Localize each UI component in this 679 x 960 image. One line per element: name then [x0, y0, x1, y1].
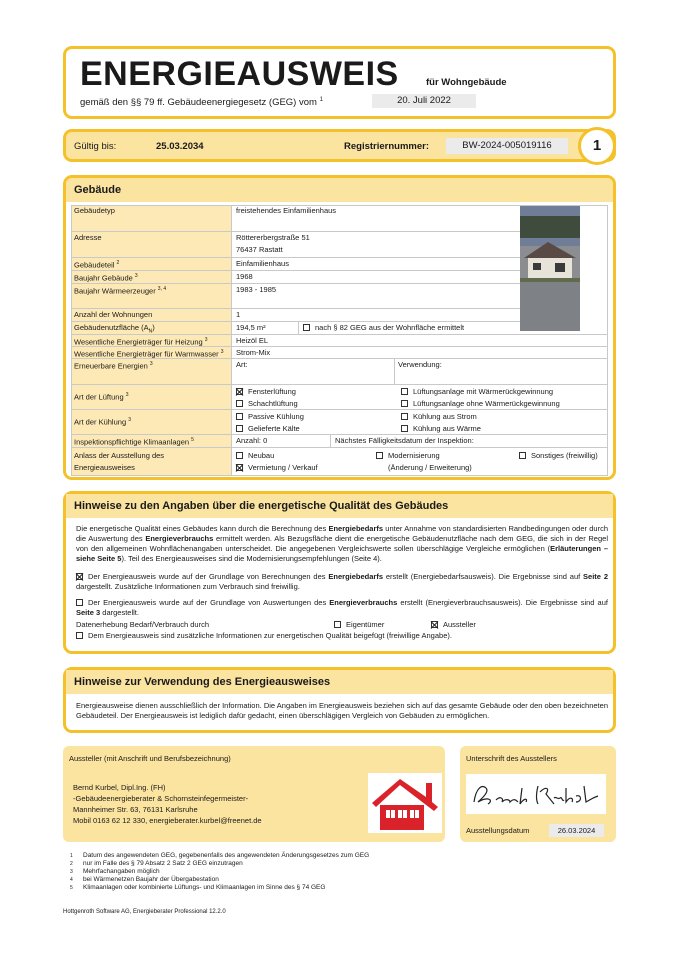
- vent-norecovery-option: [401, 399, 560, 408]
- units-value: 1: [236, 310, 241, 319]
- cool-heat-option: [401, 424, 481, 433]
- heater-year-label: [71, 284, 232, 308]
- building-photo: [520, 206, 580, 331]
- checkbox-icon[interactable]: [334, 621, 341, 628]
- renewable-cell: [232, 359, 608, 384]
- address-value: [232, 232, 520, 257]
- heat-carrier-label-text: Wesentliche Energieträger für Heizung: [74, 337, 203, 347]
- reason-modern-option: [376, 451, 440, 460]
- checkbox-checked-icon[interactable]: [236, 388, 243, 395]
- vent-norecovery-label: Lüftungsanlage ohne Wärmerückgewinnung: [413, 399, 560, 408]
- ac-count: Anzahl: 0: [236, 436, 268, 445]
- usage-notes-heading: Hinweise zur Verwendung des Energieausweises: [66, 670, 613, 694]
- footnote-ref: 3: [204, 337, 208, 343]
- survey-label: Datenerhebung Bedarf/Verbrauch durch: [76, 620, 210, 629]
- cool-passive-label: Passive Kühlung: [248, 412, 304, 421]
- extra-info-label: Dem Energieausweis sind zusätzliche Informationen zur energetischen Qualität beigefügt (freiwillige Angabe).: [88, 631, 452, 640]
- text-run: Der Energieausweis wurde auf der Grundlage von Auswertungen des: [88, 598, 330, 607]
- checkbox-icon[interactable]: [401, 388, 408, 395]
- renewable-use: Verwendung:: [398, 360, 442, 369]
- reason-other-option: [519, 451, 598, 460]
- year-value: 1968: [236, 272, 253, 281]
- ac-next-inspection: Nächstes Fälligkeitsdatum der Inspektion:: [335, 436, 474, 445]
- usage-notes-section: [63, 667, 616, 733]
- table-row: [71, 448, 608, 476]
- heater-year-value: 1983 - 1985: [236, 285, 277, 294]
- table-row: [71, 359, 608, 385]
- table-row: [71, 258, 520, 271]
- reason-new-label: Neubau: [248, 451, 275, 460]
- issuer-address: Mannheimer Str. 63, 76131 Karlsruhe: [73, 805, 198, 814]
- year-label: [71, 271, 232, 283]
- signature-icon: [466, 774, 606, 814]
- cooling-label: [71, 410, 232, 434]
- reason-other-label: Sonstiges (freiwillig): [531, 451, 598, 460]
- table-row: [71, 309, 520, 322]
- checkbox-checked-icon[interactable]: [236, 464, 243, 471]
- quality-notes-text: [76, 524, 608, 564]
- cooling-label-text: Art der Kühlung: [74, 417, 127, 427]
- reason-options: [232, 448, 608, 476]
- text-run: Die energetische Qualität eines Gebäudes kann durch die Berechnung des: [76, 524, 329, 533]
- cool-power-label: Kühlung aus Strom: [413, 412, 477, 421]
- footnote-text: Mehrfachangaben möglich: [83, 868, 160, 875]
- cool-delivered-option: [236, 424, 300, 433]
- ventilation-options: [232, 385, 608, 409]
- reason-rent-option: [236, 463, 318, 472]
- signature-label: Unterschrift des Ausstellers: [466, 754, 557, 763]
- heat-carrier-value: Heizöl EL: [236, 336, 269, 345]
- water-carrier-label-text: Wesentliche Energieträger für Warmwasser: [74, 349, 219, 359]
- text-run-bold: Seite 3: [76, 608, 101, 617]
- area-option-label: nach § 82 GEG aus der Wohnfläche ermittelt: [315, 323, 465, 332]
- vent-window-option: [236, 387, 296, 396]
- footnote-ref: 2: [116, 260, 120, 266]
- issuer-label: Aussteller (mit Anschrift und Berufsbezeichnung): [69, 754, 231, 763]
- checkbox-icon[interactable]: [401, 413, 408, 420]
- extra-info-option: [76, 631, 608, 641]
- software-credit: Hottgenroth Software AG, Energieberater Professional 12.2.0: [63, 909, 226, 915]
- house-photo-icon: [520, 206, 580, 331]
- footnote-text: Datum des angewendeten GEG, gegebenenfalls des angewendeten Änderungsgesetzes zum GEG: [83, 852, 370, 859]
- cooling-options: [232, 410, 608, 434]
- usage-notes-text: Energieausweise dienen ausschließlich der Information. Die Angaben im Energieausweis beziehen sich auf das gesamte Gebäude oder den oben bezeichneten Gebäudeteil. Der Energieausweis ist lediglich dafür gedacht, einen überschlägigen Vergleich von Gebäuden zu ermöglichen.: [76, 701, 608, 720]
- signature-field: [466, 774, 606, 814]
- footnote-ref: 3: [128, 417, 131, 423]
- cool-passive-option: [236, 412, 304, 421]
- registration-number: BW-2024-005019116: [446, 138, 568, 154]
- text-run: dargestellt.: [100, 608, 139, 617]
- type-value: freistehendes Einfamilienhaus: [236, 206, 337, 215]
- checkbox-icon[interactable]: [519, 452, 526, 459]
- survey-issuer-label: Aussteller: [443, 620, 476, 629]
- ac-cell: [232, 435, 608, 447]
- footnote-ref: 3: [149, 361, 153, 367]
- issuer-role: -Gebäudeenergieberater & Schornsteinfegermeister-: [73, 794, 249, 803]
- checkbox-icon[interactable]: [236, 452, 243, 459]
- ventilation-label: [71, 385, 232, 409]
- area-label: [71, 322, 232, 334]
- reason-label: [71, 448, 232, 476]
- survey-owner-option: [334, 620, 384, 630]
- reason-new-option: [236, 451, 274, 460]
- footnote-number: 3: [70, 869, 73, 875]
- validity-bar: [63, 129, 616, 162]
- house-logo-icon: [368, 773, 442, 833]
- law-footnote: 1: [319, 97, 323, 103]
- table-row: [71, 335, 608, 347]
- table-row: [71, 385, 608, 410]
- part-value: Einfamilienhaus: [236, 259, 289, 268]
- checkbox-checked-icon[interactable]: [431, 621, 438, 628]
- law-reference: [80, 97, 323, 108]
- footnote-ref: 3: [134, 273, 138, 279]
- document-title: ENERGIEAUSWEIS: [80, 55, 399, 93]
- quality-notes-heading: Hinweise zu den Angaben über die energetische Qualität des Gebäudes: [66, 494, 613, 518]
- text-run-bold: Energieverbrauchs: [145, 534, 214, 543]
- text-run: unter Annahme von standardisierten Randbedingungen oder durch die Auswertung des: [76, 524, 608, 543]
- building-heading: Gebäude: [66, 178, 613, 202]
- area-value: 194,5 m²: [236, 323, 266, 332]
- cool-heat-label: Kühlung aus Wärme: [413, 424, 481, 433]
- checkbox-icon[interactable]: [401, 425, 408, 432]
- footnotes: [70, 852, 369, 892]
- text-run: erstellt (Energieverbrauchsausweis). Die Ergebnisse sind auf: [397, 598, 608, 607]
- cool-delivered-label: Gelieferte Kälte: [248, 424, 300, 433]
- footnote-ref: 5: [191, 437, 194, 443]
- issuer-panel: [63, 746, 445, 842]
- text-run: Der Energieausweis wurde auf der Grundlage von Berechnungen des: [88, 572, 329, 581]
- valid-until-label: Gültig bis:: [74, 141, 117, 152]
- vent-recovery-option: [401, 387, 553, 396]
- consumption-certificate-option: [76, 598, 608, 618]
- survey-owner-label: Eigentümer: [346, 620, 385, 629]
- footnote-number: 4: [70, 877, 73, 883]
- table-row: [71, 271, 520, 284]
- survey-issuer-option: [431, 620, 476, 630]
- checkbox-icon[interactable]: [401, 400, 408, 407]
- units-label: Anzahl der Wohnungen: [71, 309, 232, 321]
- address-city: 76437 Rastatt: [236, 245, 283, 254]
- vent-shaft-option: [236, 399, 298, 408]
- area-option: [303, 323, 464, 332]
- renewable-label-text: Erneuerbare Energien: [74, 361, 148, 371]
- heat-carrier-label: [71, 335, 232, 346]
- text-run-bold: Energiebedarfs: [328, 524, 384, 533]
- vent-recovery-label: Lüftungsanlage mit Wärmerückgewinnung: [413, 387, 554, 396]
- checkbox-icon[interactable]: [76, 599, 83, 606]
- text-run-bold: Energiebedarfs: [328, 572, 383, 581]
- registration-label: Registriernummer:: [344, 141, 429, 152]
- ac-label: [71, 435, 232, 447]
- vent-window-label: Fensterlüftung: [248, 387, 296, 396]
- demand-certificate-option: [76, 572, 608, 592]
- address-label: Adresse: [71, 232, 232, 257]
- checkbox-icon[interactable]: [236, 400, 243, 407]
- text-run-bold: Erläuterungen – siehe Seite 5: [76, 544, 608, 563]
- reason-rent-label: Vermietung / Verkauf: [248, 463, 318, 472]
- reason-label-line1: Anlass der Ausstellung des: [74, 451, 165, 460]
- reason-modern-label: Modernisierung: [388, 451, 440, 460]
- footnote-item: [70, 860, 369, 868]
- issuer-name: Bernd Kurbel, Dipl.Ing. (FH): [73, 783, 166, 792]
- cool-power-option: [401, 412, 477, 421]
- heater-year-label-text: Baujahr Wärmeerzeuger: [74, 286, 156, 296]
- text-run: ermittelt werden. Als Bezugsfläche dient die energetische Gebäudenutzfläche nach dem GEG, die sich in der Regel von den allgemeinen Wohnflächenangaben unterscheidet. Die angegebenen Vergleichswerte sollen überschlägige Vergleiche ermöglichen (: [76, 534, 608, 553]
- text-run: ). Teil des Energieausweises sind die Modernisierungsempfehlungen (Seite 4).: [121, 554, 382, 563]
- checkbox-icon[interactable]: [376, 452, 383, 459]
- building-section: [63, 175, 616, 480]
- table-row: [71, 205, 520, 232]
- document-subtitle: für Wohngebäude: [426, 77, 507, 88]
- text-run-bold: Energieverbrauchs: [329, 598, 398, 607]
- issue-date-label: Ausstellungsdatum: [466, 826, 530, 835]
- ventilation-label-text: Art der Lüftung: [74, 392, 124, 402]
- checkbox-icon[interactable]: [76, 632, 83, 639]
- year-label-text: Baujahr Gebäude: [74, 273, 133, 283]
- footnote-number: 1: [70, 853, 73, 859]
- footnote-ref: 3: [220, 349, 224, 355]
- renewable-type: Art:: [236, 360, 248, 369]
- issuer-contact: Mobil 0163 62 12 330, energieberater.kurbel@freenet.de: [73, 816, 262, 825]
- checkbox-checked-icon[interactable]: [76, 573, 83, 580]
- footnote-ref: 3: [125, 392, 129, 398]
- table-row: [71, 232, 520, 258]
- table-row: [71, 435, 608, 448]
- header-box: [63, 46, 616, 119]
- water-carrier-value: Strom-Mix: [236, 348, 271, 357]
- footnote-text: nur im Falle des § 79 Absatz 2 Satz 2 GEG einzutragen: [83, 860, 243, 867]
- footnote-text: bei Wärmenetzen Baujahr der Übergabestation: [83, 876, 219, 883]
- footnote-ref: 3, 4: [157, 286, 167, 292]
- law-date: 20. Juli 2022: [372, 94, 476, 108]
- table-row: [71, 347, 608, 359]
- checkbox-icon[interactable]: [303, 324, 310, 331]
- part-label-text: Gebäudeteil: [74, 260, 115, 270]
- page-number-badge: 1: [578, 127, 616, 165]
- type-label: Gebäudetyp: [71, 205, 232, 231]
- vent-shaft-label: Schachtlüftung: [248, 399, 298, 408]
- part-label: [71, 258, 232, 270]
- signature-panel: [460, 746, 616, 842]
- text-run-bold: Seite 2: [583, 572, 608, 581]
- law-text: gemäß den §§ 79 ff. Gebäudeenergiegesetz (GEG) vom: [80, 97, 317, 109]
- area-label-text: Gebäudenutzfläche (A: [74, 323, 149, 332]
- footnote-text: Klimaanlagen oder kombinierte Lüftungs- und Klimaanlagen im Sinne des § 74 GEG: [83, 884, 326, 891]
- footnote-item: [70, 852, 369, 860]
- footnote-item: [70, 876, 369, 884]
- reason-label-line2: Energieausweises: [74, 463, 135, 472]
- text-run: erstellt (Energiebedarfsausweis). Die Ergebnisse sind auf: [383, 572, 584, 581]
- checkbox-icon[interactable]: [236, 413, 243, 420]
- valid-until-value: 25.03.2034: [156, 141, 204, 152]
- footnote-item: [70, 868, 369, 876]
- quality-notes-section: [63, 491, 616, 654]
- reason-modern-sub: (Änderung / Erweiterung): [388, 463, 472, 472]
- address-street: Röttererbergstraße 51: [236, 233, 310, 242]
- survey-row: [76, 620, 608, 630]
- checkbox-icon[interactable]: [236, 425, 243, 432]
- issue-date-value: 26.03.2024: [549, 824, 604, 837]
- footnote-number: 5: [70, 885, 73, 891]
- area-label-sub: N: [148, 328, 153, 335]
- text-run: dargestellt. Zusätzliche Informationen zum Verbrauch sind freiwillig.: [76, 582, 300, 591]
- renewable-label: [71, 359, 232, 384]
- water-carrier-label: [71, 347, 232, 358]
- footnote-item: [70, 884, 369, 892]
- table-row: [71, 410, 608, 435]
- footnote-number: 2: [70, 861, 73, 867]
- issuer-logo: [368, 773, 442, 833]
- table-row: [71, 284, 520, 309]
- area-label-end: ): [152, 323, 155, 332]
- ac-label-text: Inspektionspflichtige Klimaanlagen: [74, 437, 190, 447]
